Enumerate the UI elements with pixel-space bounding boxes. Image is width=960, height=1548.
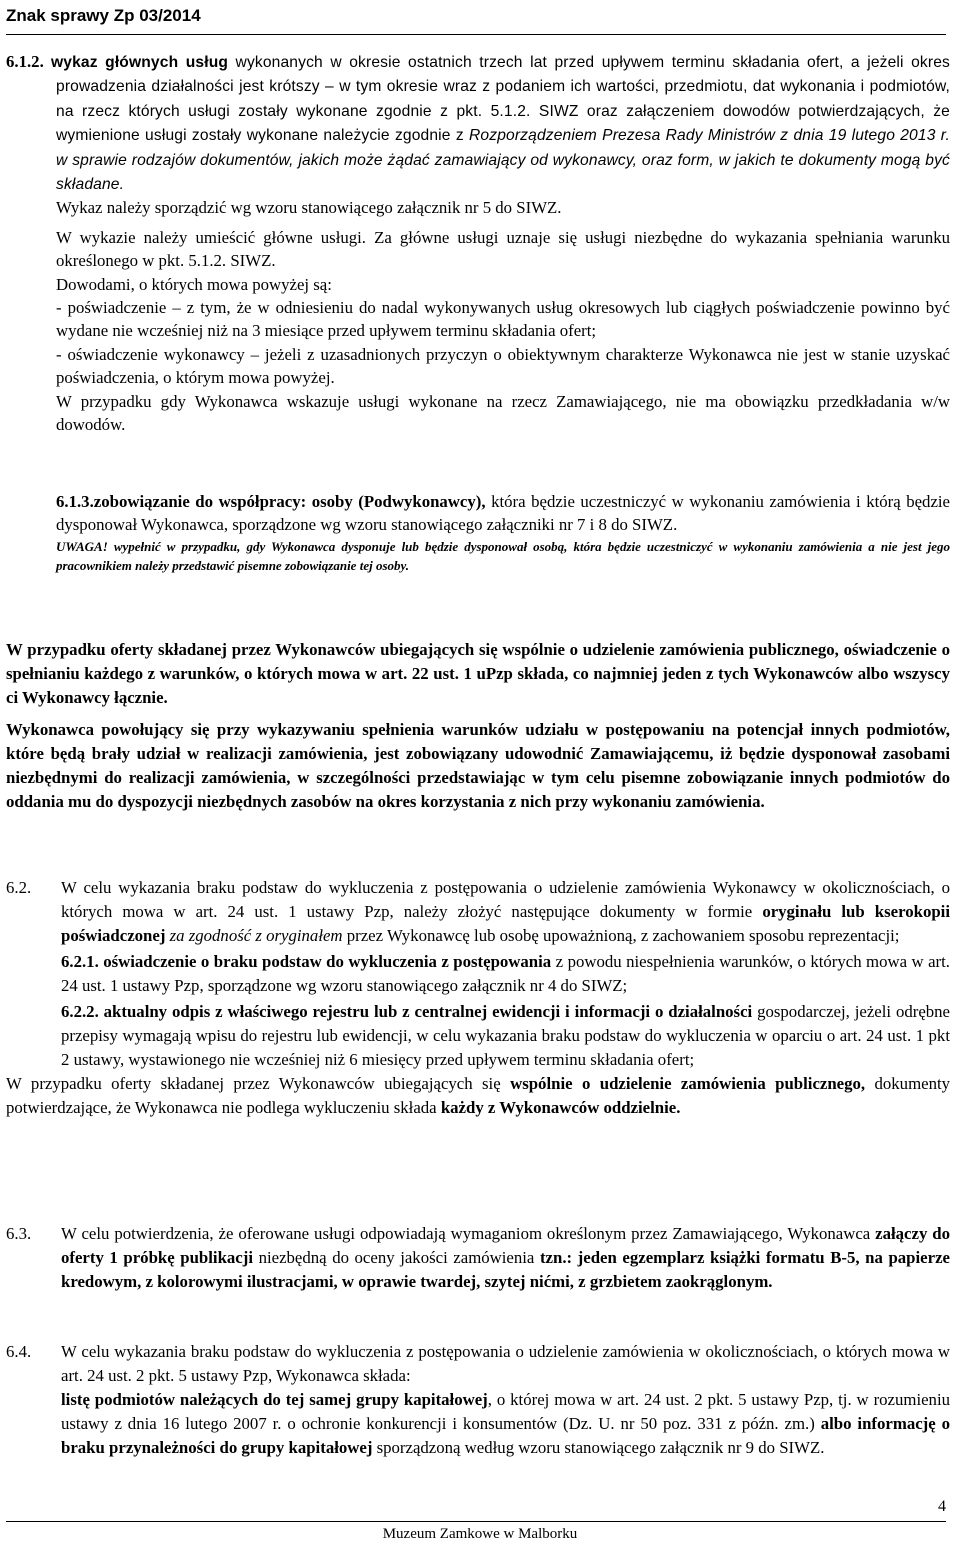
text: W celu wykazania braku podstaw do wykluczenia z postępowania o udzielenie zamówienia Wykonawcy w okolicznościach, o których mowa w art. 24 ust. 1 ustawy Pzp, należy złożyć następujące dokumenty w formie [61, 878, 950, 921]
bold-text: albo informację o braku przynależności do grupy kapitałowej [61, 1414, 950, 1457]
text: dokumenty potwierdzające, że Wykonawca nie podlega wykluczeniu składa [6, 1074, 951, 1117]
uwaga-label: UWAGA! [56, 538, 108, 554]
section-6-4-list [61, 1388, 950, 1460]
bold-text: listę podmiotów należących do tej samej grupy kapitałowej [61, 1390, 488, 1409]
text: gospodarczej, jeżeli odrębne przepisy wymagają wpisu do rejestru lub ewidencji, w celu wykazania braku podstaw do wykluczenia w oparciu o art. 24 ust. 1 pkt 2 ustawy, wystawionego nie wcześniej niż 6 miesięcy przed upływem terminu składania ofert; [61, 1002, 950, 1069]
section-6-4 [6, 1340, 950, 1460]
item-text: która będzie uczestniczyć w wykonaniu zamówienia i którą będzie dysponował Wykonawca, sporządzone wg wzoru stanowiącego załączniki nr 7 i 8 do SIWZ. [56, 492, 950, 535]
para: - oświadczenie wykonawcy – jeżeli z uzasadnionych przyczyn o obiektywnym charakterze Wykonawca nie jest w stanie uzyskać poświadczenia, o którym mowa powyżej. [56, 344, 950, 388]
text: W celu potwierdzenia, że oferowane usługi odpowiadają wymaganiom określonym przez Zamawiającego, Wykonawca [61, 1224, 876, 1243]
section-6-1-2 [6, 50, 950, 437]
para: W wykazie należy umieścić główne usługi. Za główne usługi uznaje się usługi niezbędne do wykazania spełniania warunku określonego w pkt. 5.1.2. SIWZ. [56, 227, 950, 271]
bold-text: tzn.: jeden egzemplarz książki formatu B-5, na papierze kredowym, z kolorowymi ilustracjami, w oprawie twardej, szytej nićmi, z grzbietem zaokrąglonym. [61, 1248, 950, 1291]
text: W przypadku oferty składanej przez Wykonawców ubiegających się [6, 1074, 511, 1093]
section-number: 6.1.2. [6, 52, 44, 71]
section-number: 6.2. [6, 878, 32, 897]
section-6-3 [6, 1222, 950, 1294]
item-title: zobowiązanie do współpracy: osoby (Podwykonawcy), [93, 492, 486, 511]
section-6-1-2-para [6, 50, 950, 196]
section-6-1-3 [56, 490, 950, 575]
bold-text: wspólnie o udzielenie zamówienia publicznego, [510, 1074, 866, 1093]
text: , o której mowa w art. 24 ust. 2 pkt. 5 ustawy Pzp, tj. w rozumieniu ustawy z dnia 16 lutego 2007 r. o ochronie konkurencji i konsumentów (Dz. U. nr 50 poz. 331 z późn. zm.) [61, 1390, 951, 1433]
section-6-2-after [6, 1072, 950, 1120]
section-6-4-text: W celu wykazania braku podstaw do wykluczenia z postępowania o udzielenie zamówienia w okolicznościach, o których mowa w art. 24 ust. 2 pkt. 5 ustawy Pzp, Wykonawca składa: [61, 1342, 950, 1385]
section-6-2-1 [61, 950, 950, 998]
item-text: wykonanych w okresie ostatnich trzech lat przed upływem terminu składania ofert, a jeżeli okres prowadzenia działalności jest krótszy – w tym okresie wraz z podaniem ich wartości, przedmiotu, dat wykonania i podmiotów, na rzecz których usługi zostały wykonane zgodnie z pkt. 5.1.2. SIWZ oraz załączeniem dowodów potwierdzających, że wymienione usługi zostały wykonane należycie zgodnie z [56, 54, 950, 145]
section-6-3-text [61, 1222, 950, 1294]
section-6-2-text [61, 876, 950, 948]
bold-text: 6.2.1. oświadczenie o braku podstaw do wykluczenia z postępowania [61, 952, 552, 971]
text: niezbędną do oceny jakości zamówienia [253, 1248, 540, 1267]
item-title: wykaz głównych usług [50, 54, 229, 71]
page-header [0, 0, 960, 44]
consortium-para [6, 638, 950, 710]
para: - poświadczenie – z tym, że w odniesieniu do nadal wykonywanych usług okresowych lub ciągłych poświadczenie powinno być wydane nie wcześniej niż na 3 miesiące przed upływem terminu składania ofert; [56, 298, 950, 341]
italic-text: za zgodność z oryginałem [165, 926, 343, 945]
header-rule [6, 34, 946, 35]
section-number: 6.1.3. [56, 492, 94, 511]
case-number: Znak sprawy Zp 03/2014 [6, 6, 201, 25]
footer-text: Muzeum Zamkowe w Malborku [382, 1526, 578, 1542]
section-6-2 [6, 876, 950, 1120]
potential-text: Wykonawca powołujący się przy wykazywaniu spełnienia warunków udziału w postępowaniu na potencjał innych podmiotów, które będą brały udział w realizacji zamówienia, jest zobowiązany udowodnić Zamawiającemu, iż będzie dysponował zasobami niezbędnymi do realizacji zamówienia, w szczególności przedstawiając w tym celu pisemne zobowiązanie innych podmiotów do oddania mu do dyspozycji niezbędnych zasobów na okres korzystania z nich przy wykonaniu zamówienia. [6, 720, 950, 811]
text: przez Wykonawcę lub osobę upoważnioną, z zachowaniem sposobu reprezentacji; [342, 926, 900, 945]
bold-text: załączy do oferty 1 próbkę publikacji [61, 1224, 950, 1267]
para: Dowodami, o których mowa powyżej są: [56, 274, 332, 294]
para: Wykaz należy sporządzić wg wzoru stanowiącego załącznik nr 5 do SIWZ. [56, 198, 562, 218]
section-number: 6.4. [6, 1342, 32, 1361]
section-6-2-2 [61, 1000, 950, 1072]
text: sporządzoną według wzoru stanowiącego załącznik nr 9 do SIWZ. [372, 1438, 825, 1457]
uwaga-note [56, 537, 950, 575]
bold-text: oryginału lub kserokopii poświadczonej [61, 902, 950, 945]
footer-rule [6, 1521, 946, 1522]
bold-text: każdy z Wykonawców oddzielnie. [440, 1098, 681, 1117]
section-6-1-3-para [56, 490, 950, 537]
regulation-ref: Rozporządzeniem Prezesa Rady Ministrów z dnia 19 lutego 2013 r. w sprawie rodzajów dokumentów, jakich może żądać zamawiający od wykonawcy, oraz form, w jakich te dokumenty mogą być składane. [56, 127, 950, 194]
section-number: 6.3. [6, 1224, 32, 1243]
consortium-text: W przypadku oferty składanej przez Wykonawców ubiegających się wspólnie o udzielenie zamówienia publicznego, oświadczenie o spełnianiu każdego z warunków, o których mowa w art. 22 ust. 1 uPzp składa, co najmniej jeden z tych Wykonawców albo wszyscy ci Wykonawcy łącznie. [6, 640, 950, 707]
page-number: 4 [938, 1498, 946, 1515]
para: W przypadku gdy Wykonawca wskazuje usługi wykonane na rzecz Zamawiającego, nie ma obowiązku przedkładania w/w dowodów. [56, 391, 950, 435]
text: z powodu niespełnienia warunków, o których mowa w art. 24 ust. 1 ustawy Pzp, sporządzone wg wzoru stanowiącego załącznik nr 4 do SIWZ; [61, 952, 950, 995]
potential-para [6, 718, 950, 814]
uwaga-text: wypełnić w przypadku, gdy Wykonawca dysponuje lub będzie dysponował osobą, która będzie uczestniczyć w wykonaniu zamówienia a nie jest jego pracownikiem należy przedstawić pisemne zobowiązanie tej osoby. [56, 538, 950, 573]
bold-text: 6.2.2. aktualny odpis z właściwego rejestru lub z centralnej ewidencji i informacji o działalności [61, 1002, 753, 1021]
